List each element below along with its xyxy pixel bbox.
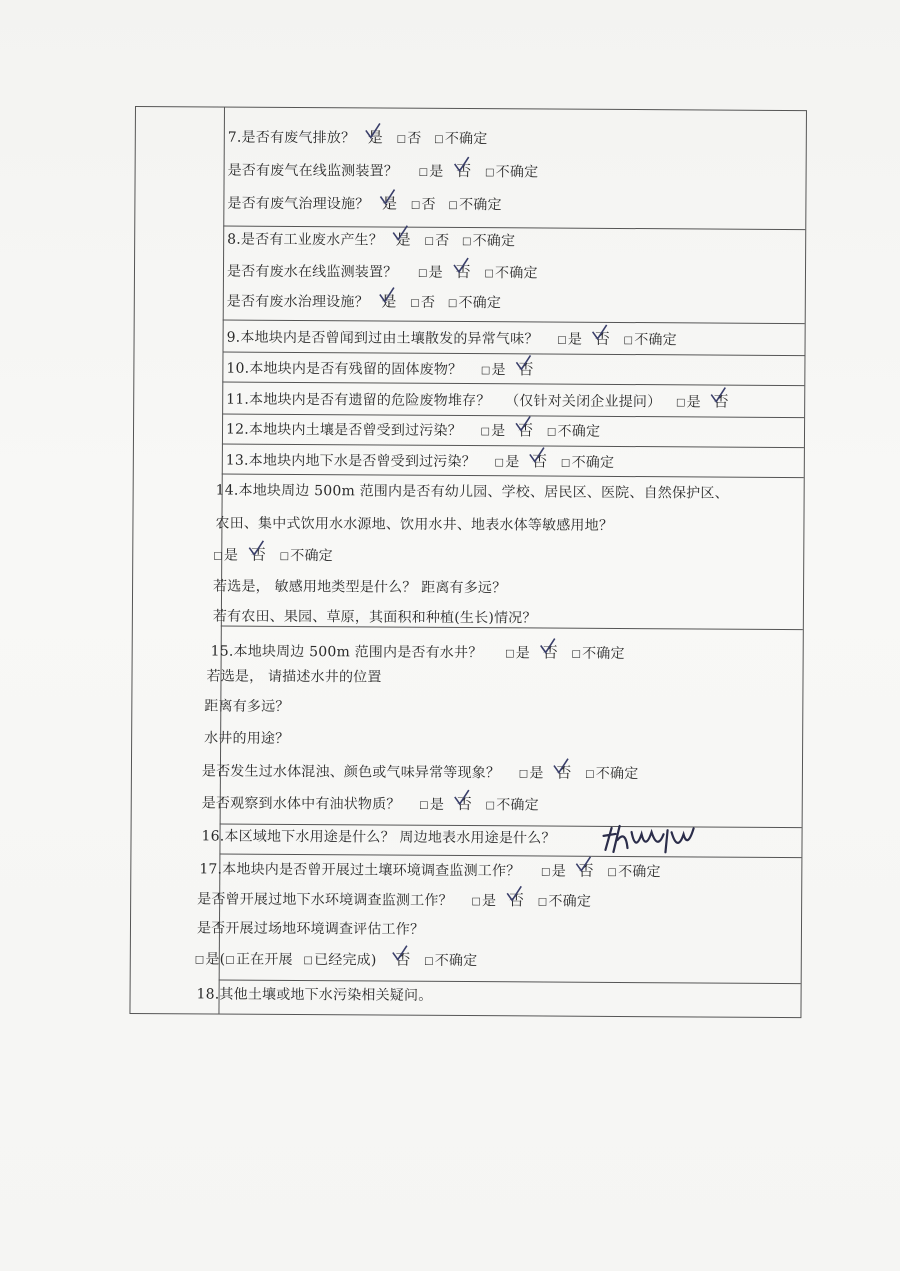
q15-sub2: 距离有多远？ xyxy=(204,698,290,715)
q17-sub3-line: □是(□正在开展 □已经完成) 否 □不确定 xyxy=(195,949,478,971)
checkbox-icon: □ xyxy=(557,334,567,346)
checkmark-icon xyxy=(505,885,523,903)
row-divider xyxy=(223,320,805,325)
q15-sub4-option-unsure[interactable]: □不确定 xyxy=(585,765,639,783)
q14-option-unsure[interactable]: □不确定 xyxy=(279,547,333,565)
checkbox-icon: □ xyxy=(418,267,428,279)
q17-sub1-line xyxy=(197,889,591,911)
checkmark-icon xyxy=(247,540,265,558)
q17-sub2: 是否开展过场地环境调查评估工作？ xyxy=(196,920,425,938)
checkmark-icon xyxy=(378,188,396,206)
q7-sub1-option-unsure[interactable]: □不确定 xyxy=(485,164,539,181)
checkmark-icon xyxy=(539,637,557,655)
q10-option-yes[interactable]: □是 xyxy=(480,362,506,379)
row-divider xyxy=(222,382,804,387)
checkbox-icon: □ xyxy=(418,166,429,178)
checkbox-icon: □ xyxy=(541,866,551,878)
q7-sub1-question: 是否有废气在线监测装置？ xyxy=(227,162,399,180)
checkmark-icon xyxy=(364,122,382,140)
checkbox-icon: □ xyxy=(585,768,595,780)
q13-option-yes[interactable]: □是 xyxy=(494,454,520,471)
q12-question: 12.本地块内土壤是否曾受到过污染？ xyxy=(225,421,462,440)
q17-sub1-option-no[interactable]: 否 xyxy=(509,891,524,909)
q7-sub2-option-no[interactable]: □否 xyxy=(410,196,436,213)
q8-sub1-option-yes[interactable]: □是 xyxy=(418,264,443,281)
q17-sub1-question: 是否曾开展过地下水环境调查监测工作？ xyxy=(197,891,453,909)
q8-sub2-line xyxy=(227,292,501,314)
q16-line xyxy=(201,827,555,847)
q17-option-no[interactable]: 否 xyxy=(579,862,594,880)
q12-option-no[interactable]: 否 xyxy=(518,421,533,439)
q11-option-no[interactable]: 否 xyxy=(713,393,728,411)
checkmark-icon xyxy=(591,324,609,342)
checkbox-icon: □ xyxy=(485,167,495,179)
checkmark-icon xyxy=(391,945,409,963)
q7-line xyxy=(228,128,488,150)
checkbox-icon: □ xyxy=(448,199,459,211)
q7-question: 7.是否有废气排放？ xyxy=(227,129,356,147)
q8-sub1-question: 是否有废水在线监测装置？ xyxy=(226,263,398,281)
handwritten-answer-signature xyxy=(601,822,701,857)
checkbox-icon: □ xyxy=(485,800,496,812)
q15-sub5-option-yes[interactable]: □是 xyxy=(419,796,445,813)
checkmark-icon xyxy=(528,446,546,464)
q9-option-yes[interactable]: □是 xyxy=(557,331,583,348)
q11-question: 11.本地块内是否有遗留的危险废物堆存？ xyxy=(226,391,491,410)
q13-option-unsure[interactable]: □不确定 xyxy=(560,454,615,471)
q8-sub2-question: 是否有废水治理设施？ xyxy=(226,293,369,311)
q11-note: （仅针对关闭企业提问） xyxy=(505,393,662,411)
row-divider xyxy=(222,414,804,419)
checkbox-icon: □ xyxy=(537,896,548,908)
q7-sub2-line xyxy=(227,194,501,216)
checkbox-icon: □ xyxy=(480,365,491,377)
q13-option-no[interactable]: 否 xyxy=(532,452,547,470)
q17-sub3-option-no[interactable]: 否 xyxy=(395,951,410,969)
checkbox-icon: □ xyxy=(424,955,434,967)
q14-sub1: 若选是， 敏感用地类型是什么？ 距离有多远？ xyxy=(213,578,507,597)
q15-option-no[interactable]: 否 xyxy=(543,644,558,662)
q15-sub4-option-yes[interactable]: □是 xyxy=(518,765,544,782)
checkbox-icon: □ xyxy=(480,426,491,438)
q7-sub2-option-unsure[interactable]: □不确定 xyxy=(448,196,502,214)
q17-question: 17.本地块内是否曾开展过土壤环境调查监测工作？ xyxy=(199,861,521,880)
q15-sub5-option-no[interactable]: 否 xyxy=(457,795,472,813)
checkmark-icon xyxy=(452,156,470,174)
row-divider xyxy=(222,444,804,449)
checkbox-icon: □ xyxy=(494,457,505,469)
q9-option-no[interactable]: 否 xyxy=(595,330,610,348)
checkmark-icon xyxy=(575,856,593,874)
q9-option-unsure[interactable]: □不确定 xyxy=(623,332,677,349)
checkbox-icon: □ xyxy=(194,954,205,966)
q17-sub3-option-completed[interactable]: □已经完成 xyxy=(303,952,371,969)
row-divider xyxy=(222,474,804,479)
checkmark-icon xyxy=(392,225,410,243)
q15-sub5-option-unsure[interactable]: □不确定 xyxy=(485,797,539,814)
q17-sub1-option-yes[interactable]: □是 xyxy=(471,893,497,910)
q12-line xyxy=(226,420,600,442)
q9-line xyxy=(227,328,677,351)
q8-sub1-option-unsure[interactable]: □不确定 xyxy=(484,265,538,282)
q8-sub1-line xyxy=(227,262,538,284)
q15-option-unsure[interactable]: □不确定 xyxy=(571,645,625,663)
q11-line xyxy=(226,390,730,413)
q7-sub2-option-yes[interactable]: 是 xyxy=(382,195,397,213)
q7-sub1-line xyxy=(228,161,539,183)
q15-sub5-question: 是否观察到水体中有油状物质？ xyxy=(201,795,401,813)
checkbox-icon: □ xyxy=(484,268,495,280)
checkbox-icon: □ xyxy=(675,397,686,409)
q8-sub1-option-no[interactable]: 否 xyxy=(456,263,471,281)
q15-sub3: 水井的用途？ xyxy=(204,730,290,747)
q14-sub2: 若有农田、果园、草原，其面积和种植(生长)情况？ xyxy=(212,608,537,627)
q7-option-no[interactable]: □否 xyxy=(396,130,422,147)
q7-sub1-option-yes[interactable]: □是 xyxy=(418,163,444,180)
q15-question: 15.本地块周边 500m 范围内是否有水井？ xyxy=(210,643,483,662)
checkmark-icon xyxy=(709,387,727,405)
q17-sub3-option-unsure[interactable]: □不确定 xyxy=(424,952,478,970)
q7-option-unsure[interactable]: □不确定 xyxy=(434,130,488,148)
q15-line xyxy=(211,641,625,664)
q8-sub2-option-no[interactable]: □否 xyxy=(410,294,436,311)
q16-question: 16.本区域地下水用途是什么？ 周边地表水用途是什么？ xyxy=(201,828,556,847)
q14-option-no[interactable]: 否 xyxy=(251,546,266,564)
q18-question: 18.其他土壤或地下水污染相关疑问。 xyxy=(196,986,433,1004)
q18-line xyxy=(197,985,433,1004)
checkbox-icon: □ xyxy=(546,426,557,438)
q15-option-yes[interactable]: □是 xyxy=(505,645,530,662)
row-divider xyxy=(219,980,801,985)
checkbox-icon: □ xyxy=(560,457,571,469)
checkbox-icon: □ xyxy=(419,799,429,811)
checkbox-icon: □ xyxy=(518,768,529,780)
questionnaire-table xyxy=(129,106,807,1018)
q8-line xyxy=(227,230,515,252)
checkmark-icon xyxy=(377,286,395,304)
q17-sub3-option-yes[interactable]: □是( xyxy=(194,951,226,968)
checkbox-icon: □ xyxy=(471,896,482,908)
q15-sub4-question: 是否发生过水体混浊、颜色或气味异常等现象？ xyxy=(201,763,501,782)
row-divider xyxy=(219,854,801,859)
q17-sub3-option-ongoing[interactable]: □正在开展 xyxy=(225,951,293,968)
q15-sub5-line xyxy=(202,793,539,815)
q14-option-yes[interactable]: □是 xyxy=(213,547,239,564)
q8-question: 8.是否有工业废水产生？ xyxy=(227,231,383,249)
q7-sub1-option-no[interactable]: 否 xyxy=(456,162,471,180)
q17-option-yes[interactable]: □是 xyxy=(541,863,566,880)
checkmark-icon xyxy=(552,758,570,776)
q12-option-yes[interactable]: □是 xyxy=(480,423,506,440)
q17-sub1-option-unsure[interactable]: □不确定 xyxy=(537,893,592,910)
q7-option-yes[interactable]: 是 xyxy=(368,128,383,146)
checkbox-icon: □ xyxy=(410,199,421,211)
q11-option-yes[interactable]: □是 xyxy=(675,394,701,411)
row-divider xyxy=(222,352,804,357)
q8-sub2-option-yes[interactable]: 是 xyxy=(381,293,396,311)
q14-options-line xyxy=(213,545,333,566)
q15-sub4-option-no[interactable]: 否 xyxy=(556,764,571,782)
q12-option-unsure[interactable]: □不确定 xyxy=(546,423,601,440)
checkbox-icon: □ xyxy=(434,133,444,145)
q10-option-no[interactable]: 否 xyxy=(518,360,533,378)
q13-line xyxy=(226,451,614,473)
checkbox-icon: □ xyxy=(424,235,435,247)
q8-sub2-option-unsure[interactable]: □不确定 xyxy=(447,294,502,312)
q17-option-unsure[interactable]: □不确定 xyxy=(607,863,661,881)
checkbox-icon: □ xyxy=(623,334,634,347)
q14-line2: 农田、集中式饮用水水源地、饮用水井、地表水体等敏感用地？ xyxy=(215,515,614,534)
checkbox-icon: □ xyxy=(303,955,314,967)
checkmark-icon xyxy=(514,354,532,372)
q8-option-yes[interactable]: 是 xyxy=(396,231,411,249)
q10-line xyxy=(226,359,534,381)
q14-line1: 14.本地块周边 500m 范围内是否有幼儿园、学校、居民区、医院、自然保护区、 xyxy=(215,482,729,502)
checkbox-icon: □ xyxy=(607,866,618,878)
q13-question: 13.本地块内地下水是否曾受到过污染？ xyxy=(225,452,476,471)
checkmark-icon xyxy=(514,415,532,433)
checkbox-icon: □ xyxy=(213,550,223,562)
checkbox-icon: □ xyxy=(225,954,236,966)
q15-sub4-line xyxy=(202,761,639,784)
checkbox-icon: □ xyxy=(447,297,458,309)
checkbox-icon: □ xyxy=(279,550,290,562)
checkmark-icon xyxy=(453,789,471,807)
checkbox-icon: □ xyxy=(410,297,421,309)
checkbox-icon: □ xyxy=(505,648,515,660)
q7-sub2-question: 是否有废气治理设施？ xyxy=(227,195,370,213)
q9-question: 9.本地块内是否曾闻到过由土壤散发的异常气味？ xyxy=(226,329,539,348)
checkbox-icon: □ xyxy=(571,648,582,660)
checkmark-icon xyxy=(452,257,470,275)
q15-sub1: 若选是， 请描述水井的位置 xyxy=(206,668,382,686)
q10-question: 10.本地块内是否有残留的固体废物？ xyxy=(226,360,463,379)
checkbox-icon: □ xyxy=(396,133,407,145)
q8-option-unsure[interactable]: □不确定 xyxy=(461,233,516,250)
q8-option-no[interactable]: □否 xyxy=(424,232,450,249)
q17-line xyxy=(199,859,660,882)
checkbox-icon: □ xyxy=(461,236,472,248)
